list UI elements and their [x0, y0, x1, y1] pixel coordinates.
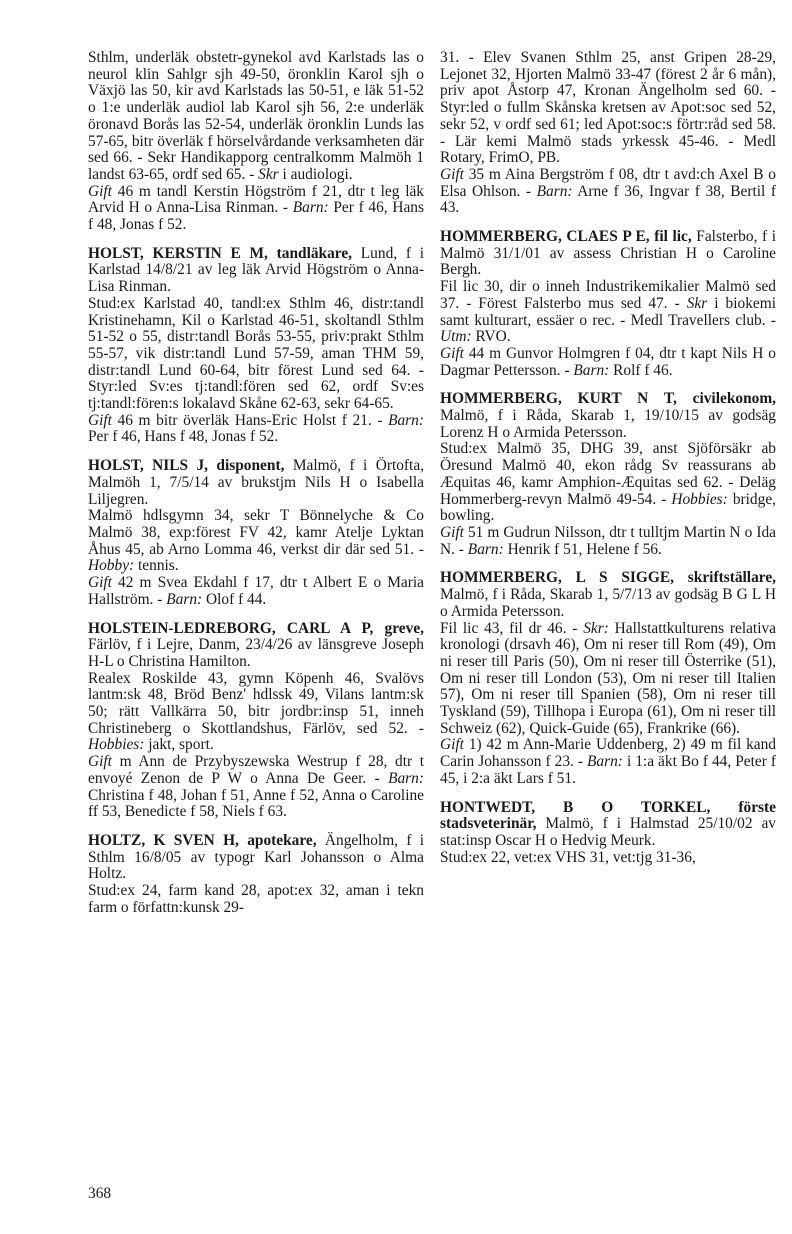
entry-text: Färlöv, f i Lejre, Danm, 23/4/26 av länsgreve Joseph H-L o Christina Hamilton.: [88, 636, 424, 670]
barn-label: Barn:: [292, 199, 329, 217]
entry-name: HOLST, KERSTIN E M,: [88, 244, 268, 262]
entry-text: Malmö, f i Råda, Skarab 1, 5/7/13 av godsäg B G L H o Armida Petersson.: [440, 586, 776, 620]
gift-label: Gift: [88, 411, 112, 429]
barn-text: Olof f 44.: [202, 590, 267, 608]
entry-title: apotekare,: [238, 831, 317, 849]
entry-text: Stud:ex Malmö 35, DHG 39, anst Sjöförsäkr ab Öresund Malmö 40, ekon rådg Sv reassurans ab Æquitas 46, kamr Amphion-Æquitas sed 62. - Deläg Hommerberg-revyn Malmö 49-54. -: [440, 440, 776, 508]
entry-text: Falsterbo, f i Malmö 31/1/01 av assess Christian H o Caroline Bergh.: [440, 228, 777, 279]
gift-text: 46 m bitr överläk Hans-Eric Holst f 21. -: [111, 411, 389, 429]
hobby-text: tennis.: [134, 557, 179, 575]
entry-title: tandläkare,: [267, 244, 353, 262]
skr-label: Skr: [258, 165, 279, 183]
barn-label: Barn:: [166, 590, 203, 608]
entry-text: 31. - Elev Svanen Sthlm 25, anst Gripen 28-29, Lejonet 32, Hjorten Malmö 33-47 (förest 2 år 6 mån), priv apot Åstorp 47, Kronan Ängelholm sed 60. - Styr:led o fullm Skånska kretsen av Apot:soc sed 52, sekr 52, v ordf sed 61; led Apot:soc:s förtr:råd sed 58. - Lär kemi Malmö stads yrkessk 45-46. - Medl Rotary, FrimO, PB.: [440, 49, 776, 167]
barn-text: i 1:a äkt Bo f 44, Peter f 45, i 2:a äkt Lars f 51.: [440, 753, 776, 787]
entry-name: HOMMERBERG, L S SIGGE,: [440, 569, 674, 587]
entry-text: Malmö hdlsgymn 34, sekr T Bönnelyche & Co Malmö 38, exp:förest FV 42, kamr Atelje Lyktan Åhus 45, ab Arno Lomma 46, verkst dir där sed 51. -: [88, 507, 424, 558]
barn-text: Christina f 48, Johan f 51, Anne f 52, Anna o Caroline ff 53, Benedicte f 58, Niels f 63.: [88, 786, 424, 821]
gift-text: 44 m Gunvor Holmgren f 04, dtr t kapt Nils H o Dagmar Pettersson. -: [440, 344, 776, 379]
hobbies-label: Hobbies:: [671, 490, 728, 508]
gift-text: 35 m Aina Bergström f 08, dtr t avd:ch Axel B o Elsa Ohlson. -: [440, 165, 776, 200]
entry-text: Stud:ex 22, vet:ex VHS 31, vet:tjg 31-36,: [440, 848, 696, 866]
entry-continued-top-right: [440, 50, 776, 217]
entry-text: Ängelholm, f i Sthlm 16/8/05 av typogr Karl Johansson o Alma Holtz.: [88, 831, 425, 883]
hobbies-text: jakt, sport.: [144, 736, 214, 754]
hobbies-text: bridge, bowling.: [440, 490, 776, 525]
skr-text: Hallstattkulturens relativa kronologi (drsavh 46), Om ni reser till Rom (49), Om ni reser till Paris (50), Om ni reser till Österrike (51), Om ni reser till London (53), Om ni reser till Italien 57), Om ni reser till Spanien (58), Om ni reser till Tyskland (59), Tillhopa i Europa (61), Om ni reser till Schweiz (62), Quick-Guide (65), Frankrike (66).: [440, 619, 777, 737]
entry-title: förste stadsveterinär,: [440, 798, 776, 833]
hobbies-label: Hobbies:: [88, 736, 145, 754]
gift-text: m Ann de Przybyszewska Westrup f 28, dtr t envoyé Zenon de P W o Anna De Geer. -: [88, 753, 424, 787]
entry-hontwedt: [440, 800, 776, 867]
gift-text: 51 m Gudrun Nilsson, dtr t tulltjm Martin N o Ida N. -: [440, 523, 776, 558]
gift-label: Gift: [88, 753, 112, 771]
entry-text: Malmö, f i Örtofta, Malmöh 1, 7/5/14 av brukstjm Nils H o Isabella Liljegren.: [88, 457, 425, 508]
entry-holst-nils: [88, 458, 424, 608]
entry-holst-kerstin: [88, 246, 424, 446]
entry-name: HONTWEDT, B O TORKEL,: [440, 798, 711, 816]
entry-text: Realex Roskilde 43, gymn Köpenh 46, Svalövs lantm:sk 48, Bröd Benz' hdlssk 49, Vilans lantm:sk 50; rätt Vallkärra 50, bitr jordbr:insp 51, inneh Christineberg o Skottlandshus, Färlöv, sed 52. -: [88, 669, 424, 737]
entry-title: civilekonom,: [676, 390, 776, 408]
page-number: 368: [88, 1185, 112, 1202]
gift-text: 1) 42 m Ann-Marie Uddenberg, 2) 49 m fil kand Carin Johansson f 23. -: [440, 736, 776, 771]
entry-hommerberg-kurt: [440, 391, 776, 558]
left-column: [88, 50, 424, 916]
entry-hommerberg-sigge: [440, 570, 776, 787]
entry-title: fil lic,: [649, 228, 692, 246]
entry-continued-top-left: [88, 50, 424, 234]
entry-name: HOLSTEIN-LEDREBORG, CARL A P,: [88, 619, 374, 637]
barn-label: Barn:: [536, 182, 573, 200]
gift-text: 42 m Svea Ekdahl f 17, dtr t Albert E o Maria Hallström. -: [88, 574, 424, 608]
entry-text: Fil lic 43, fil dr 46. -: [440, 619, 584, 637]
barn-label: Barn:: [587, 753, 623, 771]
entry-text: Malmö, f i Råda, Skarab 1, 19/10/15 av godsäg Lorenz H o Armida Petersson.: [440, 407, 776, 441]
entry-name: HOLST, NILS J,: [88, 457, 209, 475]
skr-text: i biokemi samt kulturart, essäer o rec. - Medl Travellers club. -: [440, 294, 776, 329]
gift-label: Gift: [440, 736, 464, 754]
barn-label: Barn:: [388, 769, 424, 787]
entry-text: Lund, f i Karlstad 14/8/21 av leg läk Arvid Högström o Anna-Lisa Rinman.: [88, 244, 424, 296]
entry-text: Malmö, f i Halmstad 25/10/02 av stat:insp Oscar H o Hedvig Meurk.: [440, 815, 776, 849]
entry-text: Stud:ex 24, farm kand 28, apot:ex 32, aman i tekn farm o författn:kunsk 29-: [88, 882, 424, 916]
hobby-label: Hobby:: [88, 557, 135, 575]
barn-text: Arne f 36, Ingvar f 38, Bertil f 43.: [440, 182, 776, 217]
gift-text: 46 m tandl Kerstin Högström f 21, dtr t leg läk Arvid H o Anna-Lisa Rinman. -: [88, 182, 424, 217]
entry-text: Sthlm, underläk obstetr-gynekol avd Karlstads las o neurol klin Sahlgr sjh 49-50, öronklin Karol sjh o Växjö las 50, kir avd Karlstads las 50-51, e läk 51-52 o 1:e underläk audiol lab Karol sjh 56, 2:e underläk öronavd Borås las 52-54, underläk öronklin Lunds las 57-65, bitr överläk f hörselvårdande verksamheten där sed 66. - Sekr Handikapporg centralkomm Malmöh 1 landst 63-65, ordf sed 65. -: [88, 49, 424, 183]
entry-title: greve,: [373, 619, 424, 637]
utm-label: Utm:: [440, 328, 472, 346]
entry-holtz: [88, 833, 424, 917]
barn-label: Barn:: [573, 361, 610, 379]
entry-text: i audiologi.: [278, 165, 353, 183]
entry-text: Stud:ex Karlstad 40, tandl:ex Sthlm 46, distr:tandl Kristinehamn, Kil o Karlstad 46-51, skoltandl Sthlm 51-52 o 55, distr:tandl Borås 53-55, priv:prakt Sthlm 55-57, vik distr:tandl Lund 57-59, aman THM 59, distr:tandl Lund 60-64, bitr förest Lund sed 64. - Styr:led Sv:es tj:tandl:fören sed 62, ordf Sv:es tj:tandl:fören:s lokalavd Skåne 62-63, sekr 64-65.: [88, 294, 424, 413]
entry-title: skriftställare,: [673, 569, 776, 587]
entry-name: HOMMERBERG, KURT N T,: [440, 390, 677, 408]
barn-text: Per f 46, Hans f 48, Jonas f 52.: [88, 428, 279, 446]
gift-label: Gift: [88, 574, 112, 592]
utm-text: RVO.: [471, 328, 511, 346]
entry-title: disponent,: [208, 457, 285, 475]
barn-text: Henrik f 51, Helene f 56.: [503, 540, 662, 558]
entry-holstein-ledreborg: [88, 621, 424, 821]
gift-label: Gift: [88, 182, 112, 200]
barn-text: Per f 46, Hans f 48, Jonas f 52.: [88, 199, 424, 234]
entry-name: HOLTZ, K SVEN H,: [88, 831, 239, 849]
entry-hommerberg-claes: [440, 229, 776, 379]
barn-label: Barn:: [467, 540, 504, 558]
gift-label: Gift: [440, 165, 464, 183]
entry-text: Fil lic 30, dir o inneh Industrikemikalier Malmö sed 37. - Förest Falsterbo mus sed 47. -: [440, 278, 776, 312]
gift-label: Gift: [440, 344, 464, 362]
skr-label: Skr:: [583, 619, 609, 637]
barn-text: Rolf f 46.: [609, 361, 673, 379]
gift-label: Gift: [440, 523, 464, 541]
right-column: [440, 50, 776, 866]
entry-name: HOMMERBERG, CLAES P E,: [440, 228, 650, 246]
barn-label: Barn:: [388, 411, 424, 429]
skr-label: Skr: [686, 294, 708, 312]
